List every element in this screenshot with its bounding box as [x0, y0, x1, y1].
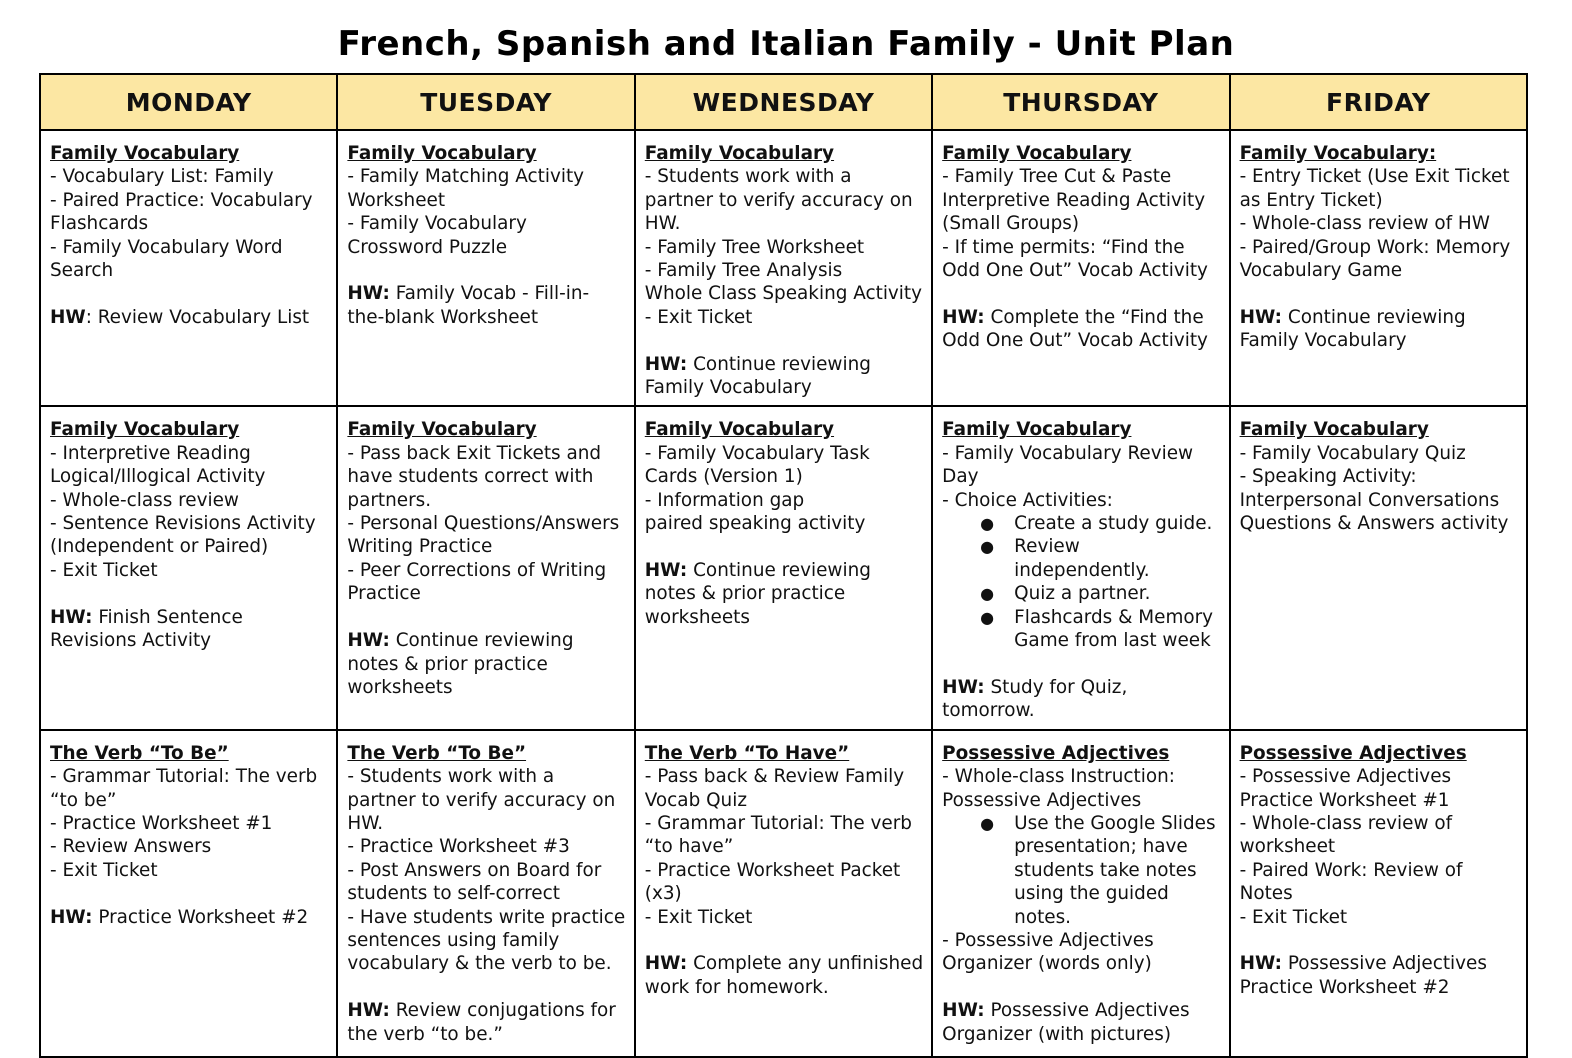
homework-label: HW — [50, 306, 86, 328]
activity-line: - Family Matching Activity Worksheet — [347, 166, 585, 211]
homework-text: Possessive Adjectives Organizer (with pictures) — [942, 1000, 1190, 1045]
homework-line — [50, 306, 328, 329]
activity-line: - Family Vocabulary Word Search — [50, 236, 283, 282]
day-cell — [1230, 130, 1527, 406]
homework-label: HW: — [644, 953, 688, 975]
bullet-list — [942, 812, 1220, 929]
homework-text: Review conjugations for the verb “to be.” — [347, 1000, 616, 1045]
activity-line: - Information gap — [644, 489, 805, 511]
spacer — [347, 259, 625, 282]
day-header: WEDNESDAY — [635, 74, 932, 130]
lesson-heading: Family Vocabulary: — [1239, 143, 1437, 164]
day-header: TUESDAY — [337, 74, 634, 130]
lesson-heading: Family Vocabulary — [1239, 419, 1429, 441]
cell-content — [933, 131, 1228, 359]
homework-text: Complete any unfinished work for homework. — [644, 953, 924, 998]
cell-content — [1231, 407, 1526, 541]
activity-line: - Family Vocabulary Task Cards (Version 1) — [644, 442, 870, 488]
cell-content — [41, 407, 336, 658]
activity-line: - Peer Corrections of Writing Practice — [347, 559, 607, 605]
homework-label: HW: — [942, 676, 985, 698]
homework-label: HW: — [1239, 953, 1283, 975]
day-cell — [635, 406, 932, 729]
activity-line: - Grammar Tutorial: The verb “to be” — [50, 766, 318, 811]
bullet-list — [942, 512, 1220, 652]
homework-line — [942, 306, 1220, 353]
activity-line: - Exit Ticket — [644, 906, 753, 928]
activity-line: - Family Vocabulary Crossword Puzzle — [347, 213, 527, 258]
homework-line — [645, 952, 923, 999]
cell-content — [41, 731, 336, 935]
homework-line — [942, 999, 1220, 1046]
bullet-item: ● Quiz a partner. — [942, 582, 1220, 605]
activity-line: - Post Answers on Board for students to self-correct — [347, 859, 602, 905]
activity-line: - Sentence Revisions Activity (Independent or Paired) — [50, 513, 316, 558]
activity-line: - Pass back Exit Tickets and have students correct with partners. — [347, 442, 602, 511]
bullet-item: ● Review independently. — [942, 535, 1220, 582]
activity-line: - Students work with a partner to verify accuracy on HW. — [347, 766, 616, 834]
homework-text: Possessive Adjectives Practice Worksheet #2 — [1239, 953, 1487, 998]
activity-line: - Practice Worksheet #3 — [347, 836, 570, 858]
day-header: FRIDAY — [1230, 74, 1527, 130]
activity-line: - Possessive Adjectives Practice Worksheet #1 — [1239, 766, 1452, 811]
activity-line: - If time permits: “Find the Odd One Out” Vocab Activity — [942, 236, 1208, 282]
homework-text: Finish Sentence Revisions Activity — [50, 606, 243, 652]
week-row — [40, 406, 1527, 729]
day-cell — [932, 730, 1229, 1057]
activity-line: - Review Answers — [50, 836, 212, 858]
page-title: French, Spanish and Italian Family - Unit Plan — [337, 24, 1235, 64]
homework-label: HW: — [50, 906, 93, 928]
activity-line: - Personal Questions/Answers Writing Practice — [347, 513, 620, 558]
cell-content — [338, 407, 633, 705]
activity-line: - Grammar Tutorial: The verb “to have” — [644, 812, 912, 858]
day-cell — [932, 406, 1229, 729]
activity-line: - Vocabulary List: Family — [50, 166, 274, 188]
activity-line: - Whole-class Instruction: Possessive Adjectives — [942, 766, 1175, 811]
activity-line: - Exit Ticket — [644, 306, 753, 328]
lesson-heading: Family Vocabulary — [50, 143, 240, 164]
spacer — [50, 582, 328, 605]
homework-label: HW: — [347, 1000, 390, 1022]
activity-line: - Family Vocabulary Quiz — [1239, 442, 1466, 464]
spacer — [942, 282, 1220, 305]
bullet-item: ● Flashcards & Memory Game from last week — [942, 606, 1220, 653]
day-header: MONDAY — [40, 74, 337, 130]
homework-label: HW: — [50, 606, 93, 628]
day-cell — [635, 730, 932, 1057]
spacer — [645, 535, 923, 558]
spacer — [347, 976, 625, 999]
activity-line: - Exit Ticket — [1239, 906, 1348, 928]
lesson-heading: Family Vocabulary — [644, 419, 835, 441]
day-cell — [1230, 406, 1527, 729]
day-cell — [1230, 730, 1527, 1057]
cell-content — [636, 131, 931, 405]
homework-label: HW: — [1239, 306, 1283, 328]
day-header: THURSDAY — [932, 74, 1229, 130]
activity-line: paired speaking activity — [644, 513, 866, 535]
lesson-heading: Family Vocabulary — [347, 419, 537, 441]
cell-content — [338, 131, 633, 335]
lesson-heading: Family Vocabulary — [942, 419, 1132, 441]
homework-label: HW: — [644, 353, 688, 375]
homework-line — [50, 606, 328, 653]
activity-line: - Whole-class review — [50, 489, 239, 511]
activity-line: - Practice Worksheet Packet (x3) — [644, 859, 901, 905]
day-cell — [40, 730, 337, 1057]
activity-line: - Paired Practice: Vocabulary Flashcards — [50, 189, 313, 235]
activity-line: - Exit Ticket — [50, 859, 158, 881]
homework-text: Continue reviewing notes & prior practice worksheets — [347, 630, 574, 698]
activity-line: - Family Tree Cut & Paste Interpretive Reading Activity (Small Groups) — [942, 166, 1206, 235]
activity-line: - Whole-class review of HW — [1239, 213, 1490, 235]
homework-text: Family Vocab - Fill-in-the-blank Worksheet — [347, 283, 590, 328]
activity-line: - Speaking Activity: Interpersonal Conversations Questions & Answers activity — [1239, 466, 1509, 535]
lesson-heading: The Verb “To Have” — [644, 742, 850, 764]
lesson-heading: Family Vocabulary — [50, 419, 240, 441]
bullet-item: ● Use the Google Slides presentation; have students take notes using the guided notes. — [942, 812, 1220, 929]
spacer — [645, 929, 923, 952]
activity-line: - Exit Ticket — [50, 559, 158, 581]
cell-content — [41, 131, 336, 335]
spacer — [50, 882, 328, 905]
activity-line: - Practice Worksheet #1 — [50, 812, 273, 834]
activity-line: - Students work with a partner to verify accuracy on HW. — [644, 166, 913, 235]
homework-line — [347, 629, 625, 699]
lesson-heading: Possessive Adjectives — [1239, 742, 1467, 764]
plan-body — [40, 130, 1527, 1057]
activity-line: - Paired Work: Review of Notes — [1239, 859, 1463, 905]
activity-line: - Entry Ticket (Use Exit Ticket as Entry Ticket) — [1239, 166, 1510, 211]
homework-text: Continue reviewing notes & prior practice worksheets — [644, 559, 871, 628]
activity-line: - Interpretive Reading Logical/Illogical Activity — [50, 442, 266, 488]
spacer — [942, 976, 1220, 999]
cell-content — [338, 731, 633, 1052]
lesson-heading: Family Vocabulary — [942, 143, 1132, 164]
day-cell — [337, 406, 634, 729]
homework-label: HW: — [942, 306, 985, 328]
homework-line — [347, 999, 625, 1046]
spacer — [50, 282, 328, 305]
homework-text: : Review Vocabulary List — [85, 306, 310, 328]
activity-line: - Family Vocabulary Review Day — [942, 442, 1194, 488]
homework-line — [50, 906, 328, 929]
day-cell — [337, 730, 634, 1057]
day-cell — [40, 130, 337, 406]
lesson-heading: Family Vocabulary — [347, 143, 537, 164]
day-cell — [337, 130, 634, 406]
activity-line: Whole Class Speaking Activity — [644, 283, 923, 305]
cell-content — [933, 407, 1228, 728]
homework-label: HW: — [347, 630, 390, 652]
homework-line — [1240, 306, 1518, 353]
week-row — [40, 130, 1527, 406]
spacer — [347, 606, 625, 629]
lesson-heading: The Verb “To Be” — [347, 742, 527, 764]
homework-line — [645, 353, 923, 400]
day-cell — [932, 130, 1229, 406]
cell-content — [1231, 731, 1526, 1005]
activity-line: - Family Tree Analysis — [644, 260, 843, 282]
activity-line: - Choice Activities: — [942, 489, 1113, 511]
activity-line: - Whole-class review of worksheet — [1239, 812, 1453, 858]
activity-line: - Family Tree Worksheet — [644, 236, 865, 258]
spacer — [645, 329, 923, 352]
spacer — [1240, 282, 1518, 305]
homework-text: Study for Quiz, tomorrow. — [942, 676, 1128, 722]
week-row — [40, 730, 1527, 1057]
homework-text: Continue reviewing Family Vocabulary — [1239, 306, 1466, 352]
homework-line — [347, 282, 625, 329]
homework-label: HW: — [942, 1000, 985, 1022]
spacer — [1240, 929, 1518, 952]
homework-text: Continue reviewing Family Vocabulary — [644, 353, 871, 399]
lesson-heading: Possessive Adjectives — [942, 742, 1170, 764]
cell-content — [636, 731, 931, 1005]
homework-text: Complete the “Find the Odd One Out” Vocab Activity — [942, 306, 1208, 352]
cell-content — [1231, 131, 1526, 359]
day-cell — [635, 130, 932, 406]
spacer — [942, 653, 1220, 676]
lesson-heading: Family Vocabulary — [644, 143, 835, 164]
homework-label: HW: — [644, 559, 688, 581]
homework-label: HW: — [347, 283, 390, 305]
activity-line: - Have students write practice sentences using family vocabulary & the verb to be. — [347, 906, 626, 975]
day-header-row — [40, 74, 1527, 130]
homework-line — [942, 676, 1220, 723]
cell-content — [636, 407, 931, 635]
lesson-heading: The Verb “To Be” — [50, 742, 229, 764]
activity-line: - Possessive Adjectives Organizer (words only) — [942, 929, 1154, 975]
homework-line — [1240, 952, 1518, 999]
activity-line: - Pass back & Review Family Vocab Quiz — [644, 766, 905, 811]
day-cell — [40, 406, 337, 729]
unit-plan-table — [39, 73, 1528, 1058]
activity-line: - Paired/Group Work: Memory Vocabulary Game — [1239, 236, 1511, 282]
bullet-item: ● Create a study guide. — [942, 512, 1220, 535]
homework-line — [645, 559, 923, 629]
cell-content — [933, 731, 1228, 1052]
homework-text: Practice Worksheet #2 — [92, 906, 309, 928]
